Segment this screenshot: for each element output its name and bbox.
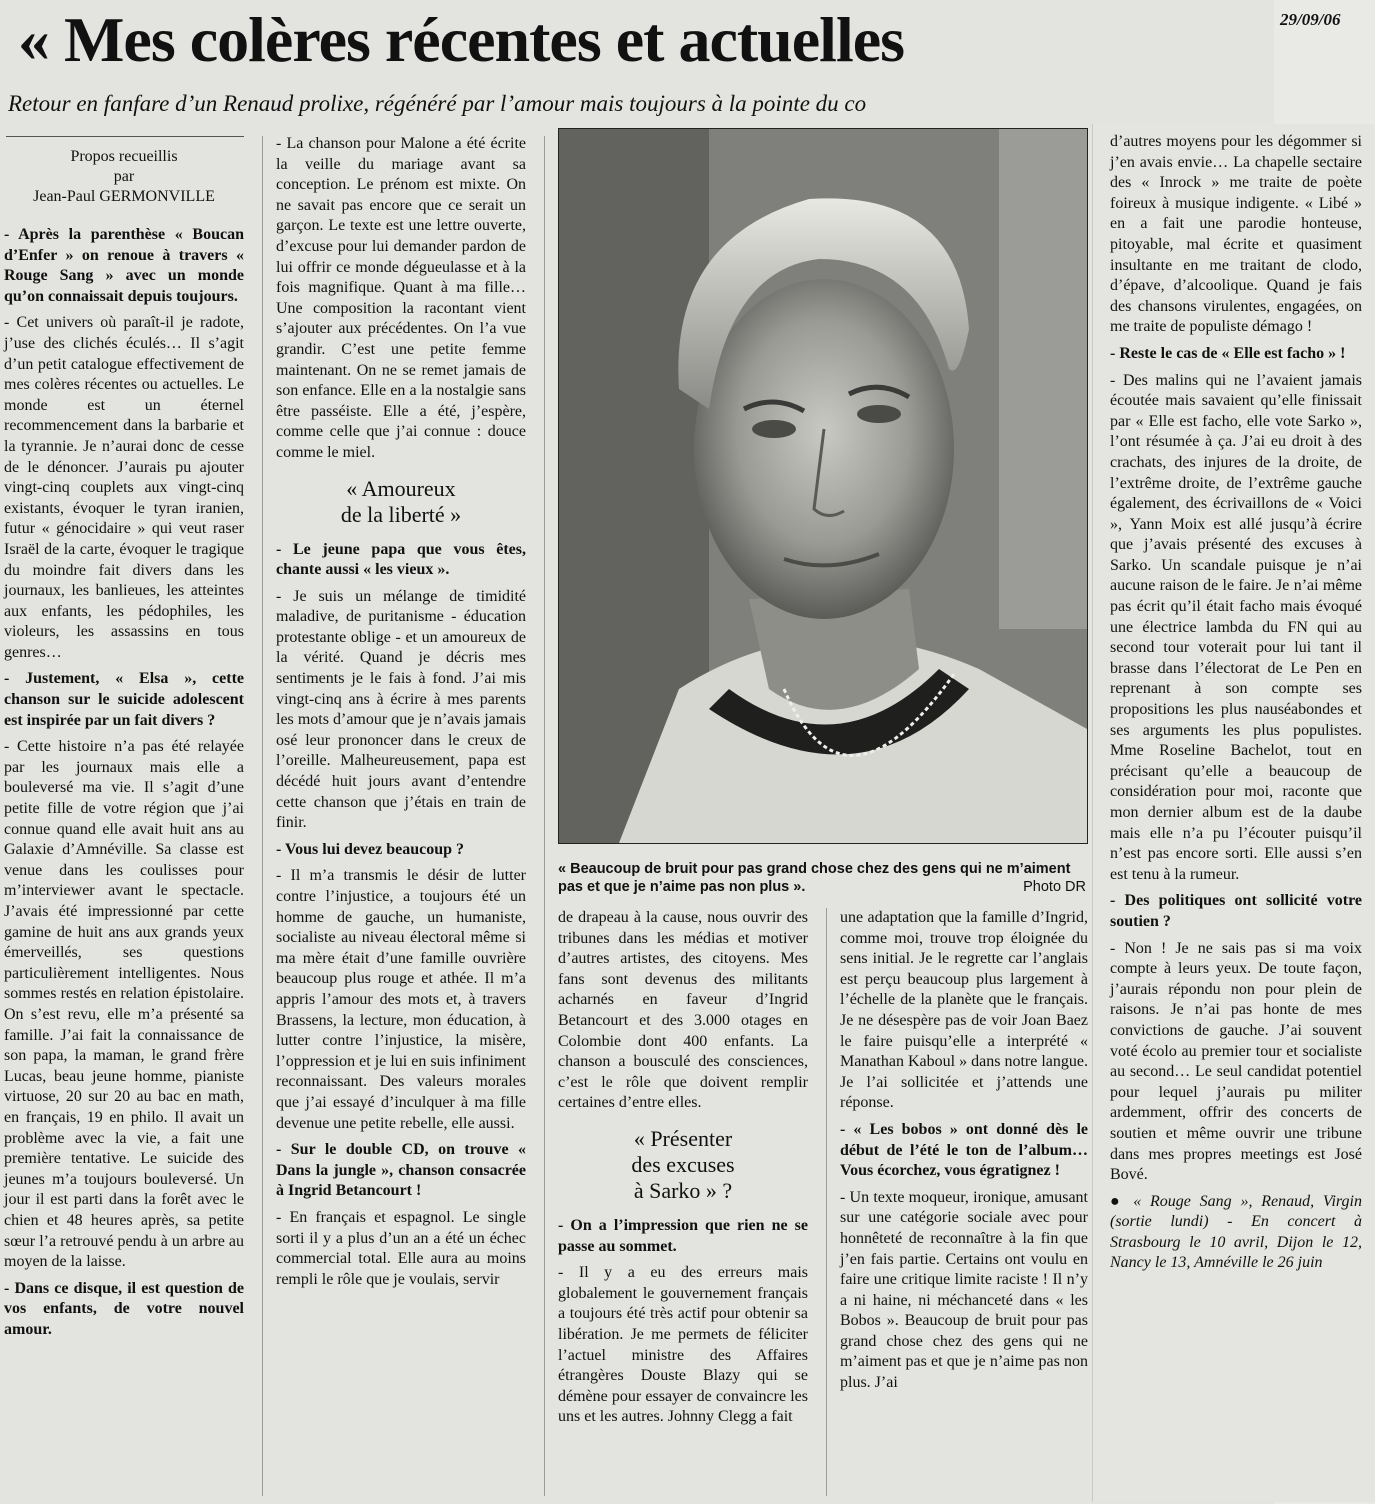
answer: - En français et espagnol. Le single sorti il y a plus d’un an a été un échec commercial total. Elle aura au moins rempli le rôle que je voulais, servir (276, 1208, 526, 1288)
intertitle-line: à Sarko » ? (633, 1177, 733, 1203)
intertitle (558, 1126, 808, 1204)
byline-line: par (113, 168, 135, 185)
question: - Le jeune papa que vous êtes, chante aussi « les vieux ». (276, 540, 526, 579)
answer: - Des malins qui ne l’avaient jamais écoutée mais savaient qu’elle finissait par « Elle est facho, elle vote Sarko », l’ont résumée à ça. J’ai eu droit à des crachats, des injures de la droite, de l’extrême droite, de l’extrême gauche également, des écrivaillons de « Voici », Yann Moix est allé jusqu’à écrire que j’avais présenté des excuses à Sarko. Un scandale puisque je n’ai aucune raison de le faire. Je n’ai même pas écrit qu’il était facho mais évoqué une électrice lambda du FN qui au second tour voterait pour lui tant il brasse dans l’électorat de Le Pen en reprenant à son compte ses propositions les plus nauséabondes et ses arguments les plus populistes. Mme Roseline Bachelot, tout en précisant qu’elle a beaucoup de considération pour moi, raconte que mon dernier album est de la daube mais elle n’a pu l’écouter puisqu’il n’est pas encore sorti. Elle aussi s’en est tenu à la rumeur. (1110, 371, 1362, 883)
column-separator (262, 136, 263, 1496)
column-separator (544, 136, 545, 1496)
column-3 (558, 908, 808, 1434)
question: - Après la parenthèse « Boucan d’Enfer » on renoue à travers « Rouge Sang » avec un monde qu’on connaissait depuis toujours. (4, 226, 244, 305)
article-subhead: Retour en fanfare d’un Renaud prolixe, régénéré par l’amour mais toujours à la pointe du co (8, 91, 867, 116)
byline (4, 147, 244, 207)
answer: - Il y a eu des erreurs mais globalement le gouvernement français a toujours été très actif pour obtenir sa libération. Je me permets de féliciter l’actuel ministre des Affaires étrangères Douste Blazy qui se démène pour essayer de convaincre les uns et les autres. Johnny Clegg a fait (558, 1264, 808, 1426)
portrait-illustration (559, 129, 1087, 843)
question: - Des politiques ont sollicité votre soutien ? (1110, 892, 1362, 930)
answer: - Cet univers où paraît-il je radote, j’use des clichés éculés… Il s’agit d’un petit catalogue effectivement de mes colères récentes ou actuelles. Le monde est un éternel recommencement dans la barbarie et la tyrannie. Je n’aurai donc de cesse de le dénoncer. J’aurais pu ajouter vingt-cinq couplets aux vingt-cinq existants, évoquer le tyran iranien, futur « génocidaire » qui veut raser Israël de la carte, évoquer le tragique du moindre fait divers dans les journaux, les banlieues, les atteintes aux enfants, les pédophiles, les violeurs, les assassins en tous genres… (4, 314, 244, 661)
answer: - Il m’a transmis le désir de lutter contre l’injustice, a toujours été un homme de gauche, un humaniste, socialiste au niveau électoral même si ma mère était d’une famille ouvrière beaucoup plus rouge et athée. Il m’a appris l’amour des mots et, à travers Brassens, la lecture, mon éducation, à lutter contre l’injustice, la misère, l’oppression et je lui en suis infiniment reconnaissant. Des valeurs morales que j’ai essayé d’inculquer à ma fille devenue une petite rebelle, elle aussi. (276, 867, 526, 1132)
answer: d’autres moyens pour les dégommer si j’en avais envie… La chapelle sectaire des « Inrock » me traite de poète foireux à musique indigente. « Libé » en a fait une parodie honteuse, pitoyable, mal écrite et quasiment insultante en me traitant de clodo, d’épave, d’alcoolique. Quand je fais des chansons virulentes, engagées, on me traite de populiste démago ! (1110, 133, 1362, 336)
photo-caption (558, 860, 1086, 896)
answer: - Non ! Je ne sais pas si ma voix compte à leurs yeux. De toute façon, j’aurais répondu non pour plein de raisons. Je n’ai pas honte de mes convictions de gauche. J’ai souvent voté écolo au premier tour et socialiste au second… Le seul candidat potentiel pour lequel j’aurais pu militer ardemment, offrir des concerts de soutien et même ouvrir une tribune dans mes propres meetings est José Bové. (1110, 939, 1362, 1184)
caption-text: « Beaucoup de bruit pour pas grand chose chez des gens qui ne m’aiment pas et que je n’aime pas non plus ». (558, 861, 1071, 895)
question: - On a l’impression que rien ne se passe au sommet. (558, 1216, 808, 1255)
answer: - La chanson pour Malone a été écrite la veille du mariage avant sa conception. Le prénom est mixte. On ne savait pas encore que ce serait un garçon. Le texte est une lettre ouverte, d’excuse pour lui demander pardon de lui offrir ce monde dégueulasse et à la fois magnifique. Quant à ma fille… Une composition la racontant vient s’ajouter aux précédentes. On l’a vue grandir. C’est une petite femme maintenant. On ne se remet jamais de son enfance. Elle en a la nostalgie sans être passéiste. Elle a été, j’espère, comme celle que j’ai connue : douce comme le miel. (276, 135, 526, 461)
portrait-photo (558, 128, 1088, 844)
question: - « Les bobos » ont donné dès le début de l’été le ton de l’album… Vous écorchez, vous égratignez ! (840, 1120, 1088, 1180)
column-rule (6, 136, 244, 137)
intertitle-line: « Présenter (633, 1125, 733, 1151)
intertitle-line: des excuses (631, 1151, 735, 1177)
album-info-footnote: ● « Rouge Sang », Renaud, Virgin (sortie lundi) - En concert à Strasbourg le 10 avril, Dijon le 12, Nancy le 13, Amnéville le 26 juin (1110, 1192, 1362, 1272)
column-2 (276, 134, 526, 1296)
answer: - Cette histoire n’a pas été relayée par les journaux mais elle a bouleversé ma vie. Il s’agit d’une petite fille de votre région que j’ai connue quand elle avait huit ans au Galaxie d’Amnéville. Sa classe est venue dans les coulisses pour m’interviewer avant le spectacle. J’avais été impressionné par cette gamine de huit ans aux grands yeux émerveillés, ses questions particulièrement intelligentes. Nous sommes restés en relation épistolaire. On s’est revu, elle m’a présenté sa famille. J’ai fait la connaissance de son papa, la maman, le grand frère Lucas, beau jeune homme, pianiste virtuose, 20 sur 20 au bac en math, en français, 19 en philo. Il avait un problème avec la vie, a fait une première tentative. Le suicide des jeunes m’a toujours bouleversé. Un jour il est parti dans la forêt avec le chien et 48 heures après, sa petite sœur l’a retrouvé pendu à un arbre au moyen de la laisse. (4, 738, 244, 1271)
answer: de drapeau à la cause, nous ouvrir des tribunes dans les médias et motiver d’autres artistes, des citoyens. Mes fans sont devenus des militants acharnés en faveur d’Ingrid Betancourt et des 3.000 otages en Colombie dont 400 enfants. La chanson a bousculé des consciences, c’est le rôle que doivent remplir certaines d’entre elles. (558, 909, 808, 1112)
answer: - Je suis un mélange de timidité maladive, de puritanisme - éducation protestante oblige - et un amoureux de la vérité. Quand je décris mes sentiments je le fais à fond. J’ai mis vingt-cinq ans à écrire à mes parents les mots d’amour que je n’avais jamais osé leur prononcer dans le creux de l’oreille. Malheureusement, papa est décédé huit jours avant d’entendre cette chanson que j’étais en train de finir. (276, 587, 526, 832)
byline-author: Jean-Paul GERMONVILLE (33, 188, 215, 205)
question: - Reste le cas de « Elle est facho » ! (1110, 344, 1346, 362)
question: - Sur le double CD, on trouve « Dans la jungle », chanson consacrée à Ingrid Betancourt ! (276, 1141, 526, 1200)
question: - Justement, « Elsa », cette chanson sur le suicide adolescent est inspirée par un fait divers ? (4, 670, 244, 729)
column-4 (840, 908, 1088, 1400)
column-1 (4, 136, 244, 1346)
photo-credit: Photo DR (1023, 879, 1086, 895)
byline-line: Propos recueillis (70, 148, 178, 165)
question: - Dans ce disque, il est question de vos enfants, de votre nouvel amour. (4, 1279, 244, 1338)
column-5 (1110, 132, 1362, 1280)
intertitle-line: « Amoureux (346, 475, 456, 501)
column-separator (826, 908, 827, 1496)
answer: une adaptation que la famille d’Ingrid, comme moi, trouve trop éloignée du sens initial. Je le regrette car l’anglais est perçu beaucoup plus largement à l’échelle de la planète que le français. Je ne désespère pas de voir Joan Baez le faire puisqu’elle a interprété « Manathan Kaboul » dans notre langue. Je l’ai sollicitée et j’attends une réponse. (840, 909, 1088, 1112)
question: - Vous lui devez beaucoup ? (276, 840, 465, 858)
clipping-date: 29/09/06 (1280, 10, 1341, 29)
article-headline: « Mes colères récentes et actuelles (18, 4, 905, 75)
intertitle (276, 476, 526, 528)
answer: - Un texte moqueur, ironique, amusant sur une catégorie sociale avec pour honnêteté de reconnaître à la fin que j’en fais partie. Certains ont voulu en faire une critique limite raciste ! Il n’y a ni haine, ni méchanceté dans « les Bobos ». Beaucoup de bruit pour pas grand chose chez des gens qui ne m’aiment pas et que je n’aime pas non plus. J’ai (840, 1188, 1088, 1392)
intertitle-line: de la liberté » (340, 501, 462, 527)
